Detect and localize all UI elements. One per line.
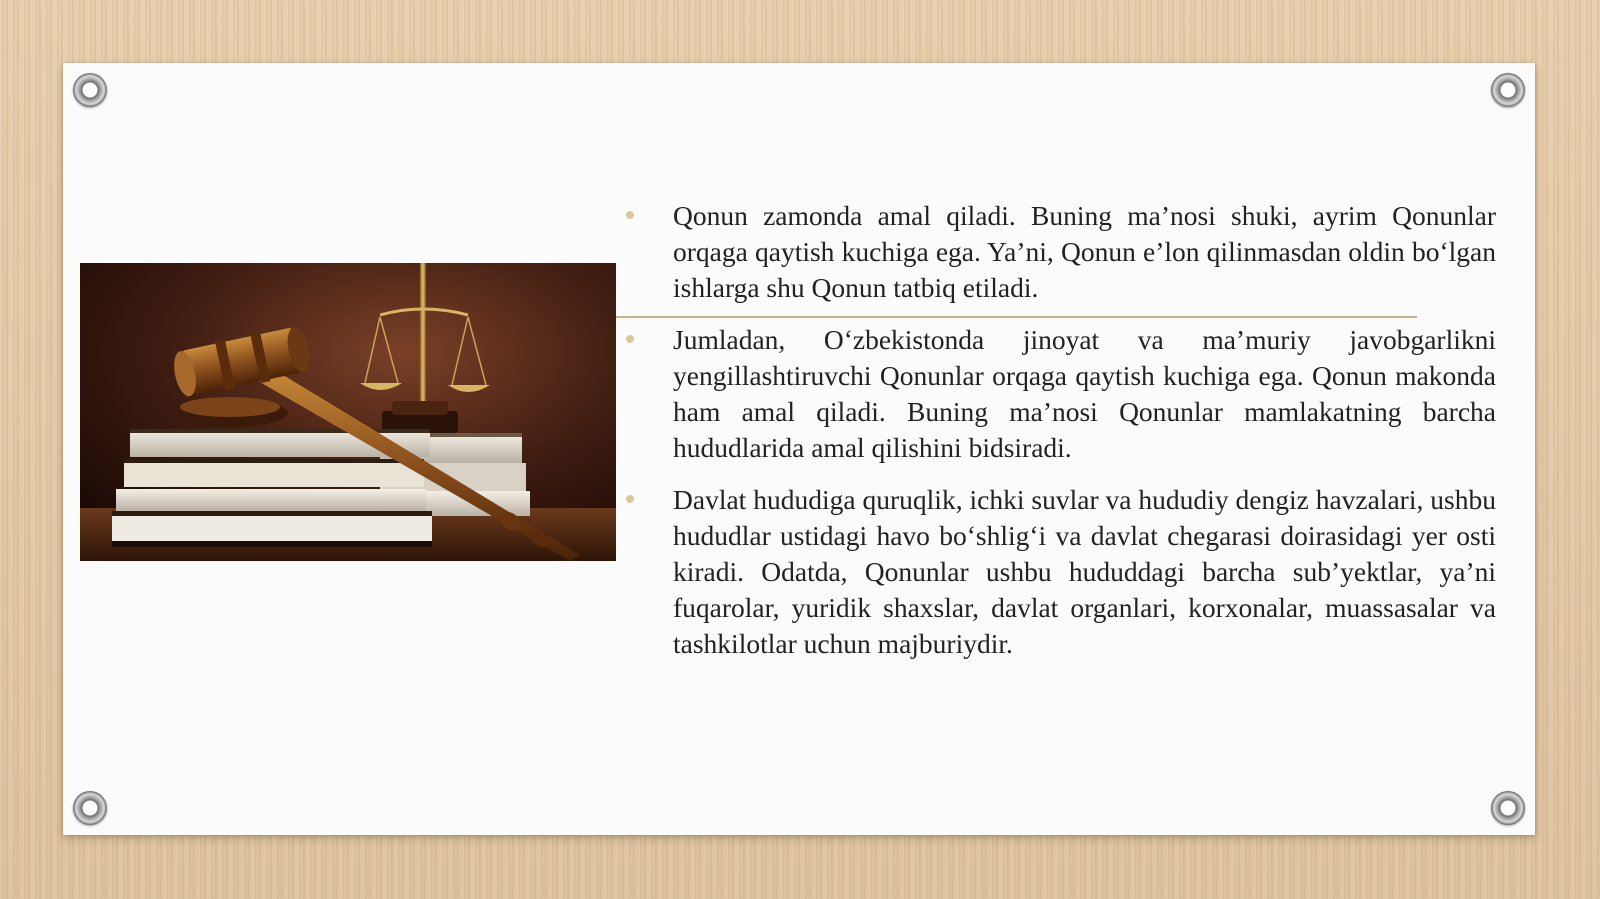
rivet-icon (73, 791, 107, 825)
rivet-icon (1491, 73, 1525, 107)
bullet-item (626, 198, 1496, 306)
bullet-item (626, 322, 1496, 466)
bullet-text: Jumladan, O‘zbekistonda jinoyat va ma’muriy javobgarlikni yengillashtiruvchi Qonunlar orqaga qaytish kuchiga ega. Qonun makonda ham amal qiladi. Buning ma’nosi Qonunlar mamlakatning barcha hududlarida amal qilishini bidsiradi. (673, 324, 1496, 463)
slide (63, 63, 1535, 835)
bullet-list (626, 198, 1496, 662)
bullet-icon (626, 495, 634, 503)
bullet-text: Davlat hududiga quruqlik, ichki suvlar va hududiy dengiz havzalari, ushbu hududlar ustidagi havo bo‘shlig‘i va davlat chegarasi doirasidagi yer osti kiradi. Odatda, Qonunlar ushbu hududdagi barcha sub’yektlar, ya’ni fuqarolar, yuridik shaxslar, davlat organlari, korxonalar, muassasalar va tashkilotlar uchun majburiydir. (673, 484, 1496, 659)
bullet-text: Qonun zamonda amal qiladi. Buning ma’nosi shuki, ayrim Qonunlar orqaga qaytish kuchiga ega. Ya’ni, Qonun e’lon qilinmasdan oldin bo‘lgan ishlarga shu Qonun tatbiq etiladi. (673, 200, 1496, 303)
bullet-item (626, 482, 1496, 662)
rivet-icon (1491, 791, 1525, 825)
gavel-books-scales-photo (80, 263, 616, 561)
bullet-icon (626, 211, 634, 219)
bullet-icon (626, 335, 634, 343)
rivet-icon (73, 73, 107, 107)
